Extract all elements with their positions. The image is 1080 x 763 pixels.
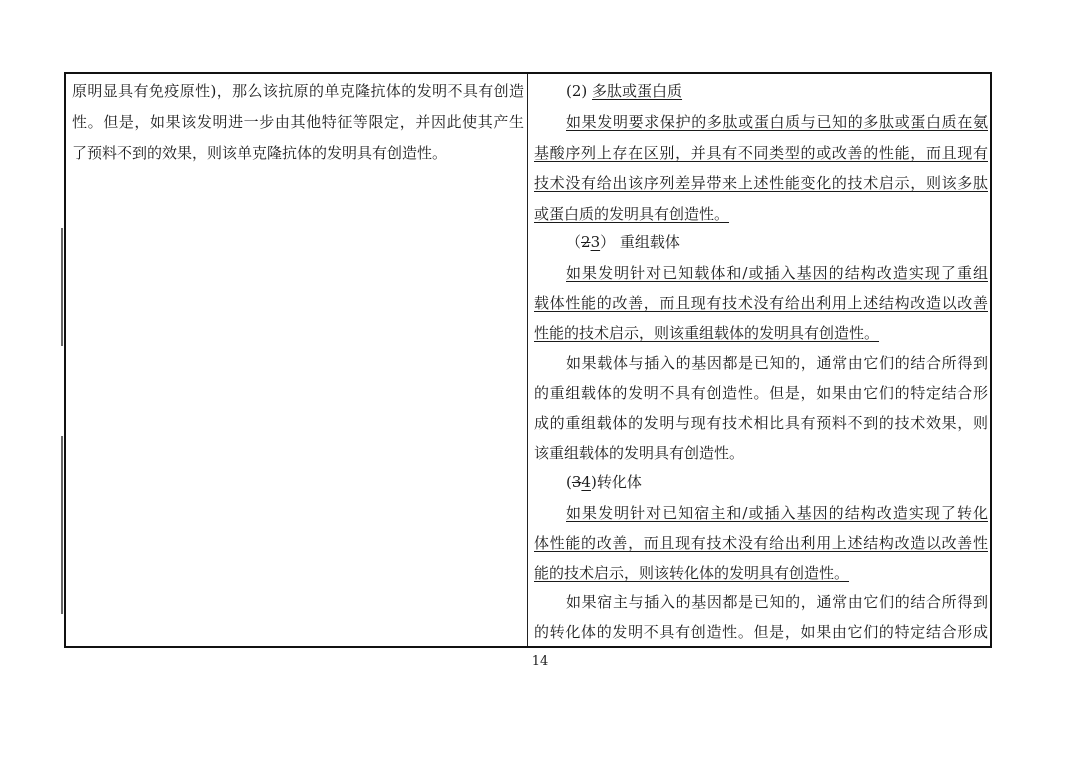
heading-title: 多肽或蛋白质	[592, 82, 683, 100]
revision-bar	[61, 228, 63, 346]
paragraph-line: 如果载体与插入的基因都是已知的，通常由它们的结合所得到	[566, 354, 988, 372]
heading-paren: ）	[600, 233, 616, 251]
page-number: 14	[531, 654, 549, 669]
paragraph-line: 的重组载体的发明不具有创造性。但是，如果由它们的特定结合形	[534, 384, 988, 402]
heading-number: (2)	[566, 82, 588, 100]
paragraph-line: 性能的技术启示，则该重组载体的发明具有创造性。	[534, 324, 880, 342]
paragraph-line: 载体性能的改善，而且现有技术没有给出利用上述结构改造以改善	[534, 294, 988, 312]
paragraph-line: 如果宿主与插入的基因都是已知的，通常由它们的结合所得到	[566, 593, 988, 611]
left-line: 原明显具有免疫原性)，那么该抗原的单克隆抗体的发明不具有创造	[72, 82, 524, 100]
heading-paren: )	[590, 473, 597, 491]
left-line: 了预料不到的效果，则该单克隆抗体的发明具有创造性。	[72, 144, 448, 162]
heading-polypeptide	[566, 81, 682, 101]
column-divider	[527, 74, 528, 646]
heading-recombinant-vector	[566, 232, 680, 252]
deleted-number: 2	[581, 233, 591, 251]
inserted-number: 4	[581, 473, 591, 491]
paragraph-line: 如果发明针对已知宿主和/或插入基因的结构改造实现了转化	[566, 504, 988, 522]
revision-bar	[61, 436, 63, 614]
heading-title: 重组载体	[619, 233, 680, 251]
paragraph-line: 如果发明要求保护的多肽或蛋白质与已知的多肽或蛋白质在氨	[566, 113, 988, 131]
paragraph-line: 或蛋白质的发明具有创造性。	[534, 205, 730, 223]
heading-paren: （	[566, 233, 582, 251]
paragraph-line: 该重组载体的发明具有创造性。	[534, 444, 745, 462]
paragraph-line: 能的技术启示，则该转化体的发明具有创造性。	[534, 564, 850, 582]
paragraph-line: 的转化体的发明不具有创造性。但是，如果由它们的特定结合形成	[534, 623, 988, 641]
paragraph-line: 体性能的改善，而且现有技术没有给出利用上述结构改造以改善性	[534, 534, 988, 552]
deleted-number: 3	[571, 473, 582, 491]
heading-paren: (	[566, 473, 572, 491]
paragraph-line: 基酸序列上存在区别，并具有不同类型的或改善的性能，而且现有	[534, 144, 988, 162]
heading-title: 转化体	[596, 473, 642, 491]
paragraph-line: 技术没有给出该序列差异带来上述性能变化的技术启示，则该多肽	[534, 174, 988, 192]
inserted-number: 3	[590, 233, 601, 251]
paragraph-line: 如果发明针对已知载体和/或插入基因的结构改造实现了重组	[566, 264, 988, 282]
content-table	[64, 72, 992, 648]
left-line: 性。但是，如果该发明进一步由其他特征等限定，并因此使其产生	[72, 113, 524, 131]
paragraph-line: 成的重组载体的发明与现有技术相比具有预料不到的技术效果，则	[534, 414, 988, 432]
heading-transformant	[566, 472, 642, 492]
